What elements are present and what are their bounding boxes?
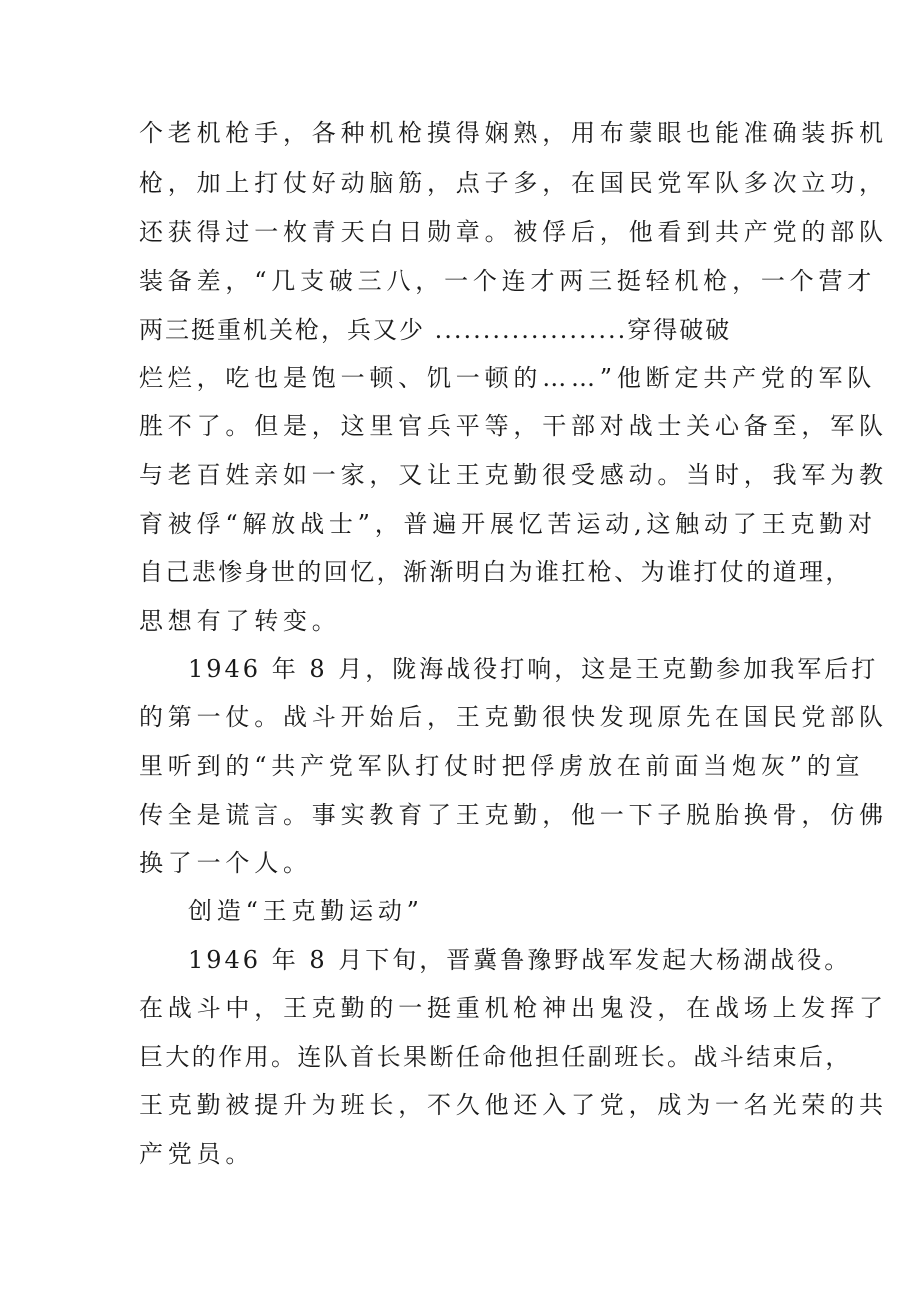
- text-line: 个老机枪手，各种机枪摸得娴熟，用布蒙眼也能准确装拆机: [139, 119, 888, 147]
- text-line: 两三挺重机关枪，兵又少 ....................穿得破破: [139, 316, 732, 344]
- paragraph-first-line: 1946 年 8 月下旬，晋冀鲁豫野战军发起大杨湖战役。: [188, 946, 852, 974]
- text-line: 胜不了。但是，这里官兵平等，干部对战士关心备至，军队: [139, 412, 888, 440]
- text-line: 王克勤被提升为班长，不久他还入了党，成为一名光荣的共: [139, 1091, 888, 1119]
- text-line: 传全是谎言。事实教育了王克勤，他一下子脱胎换骨，仿佛: [139, 801, 888, 829]
- text-line: 与老百姓亲如一家，又让王克勤很受感动。当时，我军为教: [139, 461, 888, 489]
- text-line: 烂烂，吃也是饱一顿、饥一顿的……”他断定共产党的军队: [139, 364, 877, 392]
- text-line: 产党员。: [139, 1140, 255, 1168]
- text-line: 里听到的“共产党军队打仗时把俘虏放在前面当炮灰”的宣: [139, 752, 865, 780]
- text-line: 在战斗中，王克勤的一挺重机枪神出鬼没，在战场上发挥了: [139, 994, 888, 1022]
- text-line: 的第一仗。战斗开始后，王克勤很快发现原先在国民党部队: [139, 703, 888, 731]
- text-line: 育被俘“解放战士”，普遍开展忆苦运动,这触动了王克勤对: [139, 510, 877, 538]
- text-line: 装备差，“几支破三八，一个连才两三挺轻机枪，一个营才: [139, 267, 877, 295]
- text-line: 还获得过一枚青天白日勋章。被俘后，他看到共产党的部队: [139, 218, 888, 246]
- paragraph-first-line: 1946 年 8 月，陇海战役打响，这是王克勤参加我军后打: [188, 655, 879, 683]
- text-line: 换了一个人。: [139, 849, 312, 877]
- section-heading: 创造“王克勤运动”: [188, 897, 424, 925]
- text-line: 思想有了转变。: [139, 607, 341, 635]
- text-line: 巨大的作用。连队首长果断任命他担任副班长。战斗结束后，: [139, 1043, 852, 1071]
- text-line: 枪，加上打仗好动脑筋，点子多，在国民党军队多次立功，: [139, 169, 888, 197]
- text-line: 自己悲惨身世的回忆，渐渐明白为谁扛枪、为谁打仗的道理，: [139, 558, 852, 586]
